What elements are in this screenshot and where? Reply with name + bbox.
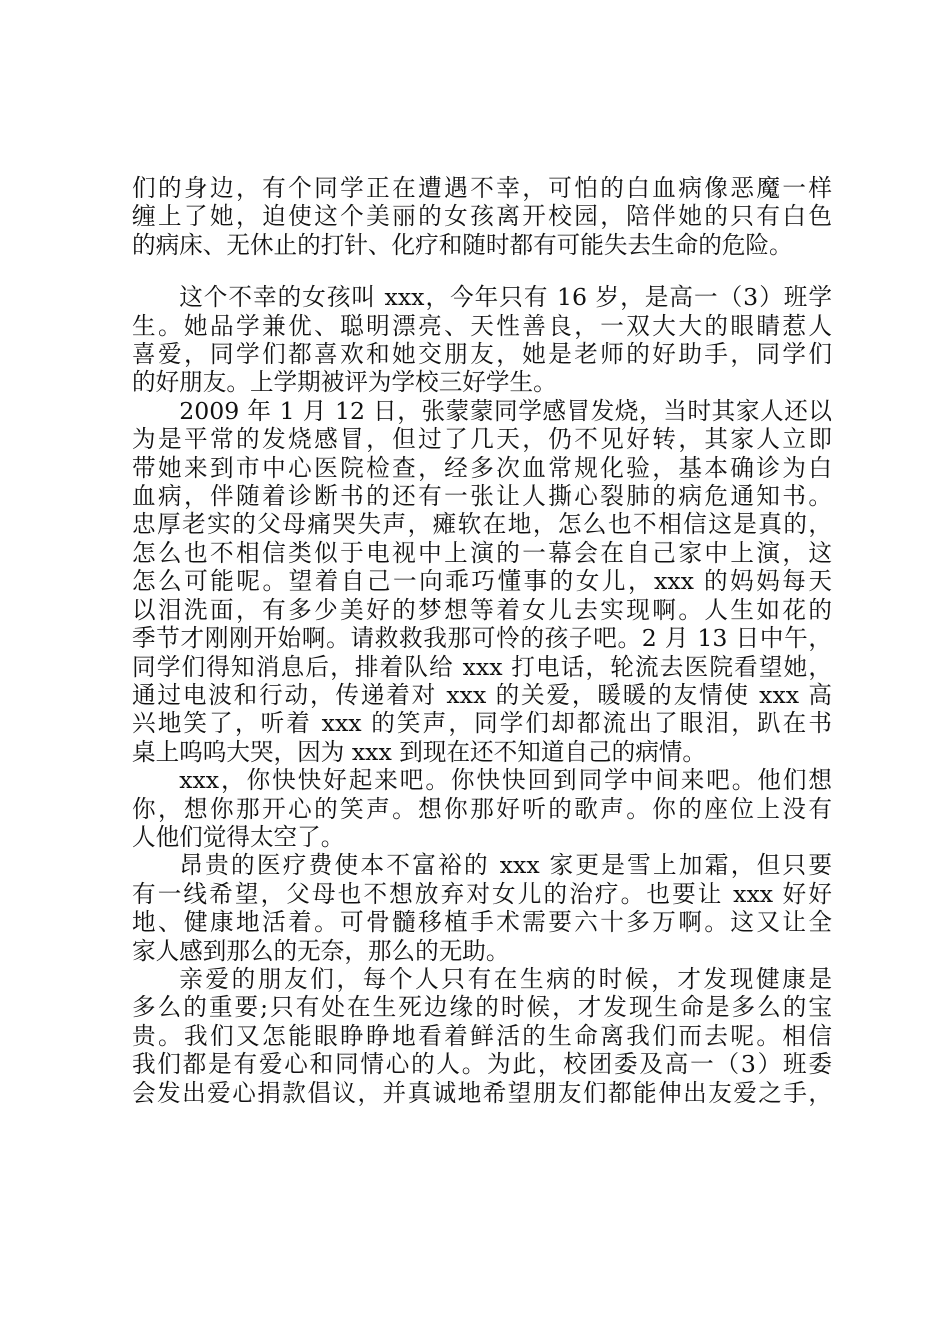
text-line: 贵。我们又怎能眼睁睁地看着鲜活的生命离我们而去呢。相信 — [132, 1021, 832, 1050]
text-line: 喜爱，同学们都喜欢和她交朋友，她是老师的好助手，同学们 — [132, 340, 832, 369]
text-line: 血病，伴随着诊断书的还有一张让人撕心裂肺的病危通知书。 — [132, 482, 832, 511]
text-line: 多么的重要;只有处在生死边缘的时候，才发现生命是多么的宝 — [132, 993, 832, 1022]
text-line: 家人感到那么的无奈，那么的无助。 — [132, 936, 510, 965]
text-line: 怎么可能呢。望着自己一向乖巧懂事的女儿，xxx 的妈妈每天 — [132, 567, 832, 596]
text-line: 同学们得知消息后，排着队给 xxx 打电话，轮流去医院看望她， — [132, 652, 832, 681]
text-line: 亲爱的朋友们，每个人只有在生病的时候，才发现健康是 — [179, 964, 832, 993]
text-line: 桌上呜呜大哭，因为 xxx 到现在还不知道自己的病情。 — [132, 737, 706, 766]
text-line: 带她来到市中心医院检查，经多次血常规化验，基本确诊为白 — [132, 453, 832, 482]
text-line: xxx，你快快好起来吧。你快快回到同学中间来吧。他们想 — [179, 766, 832, 795]
text-line: 人他们觉得太空了。 — [132, 822, 345, 851]
paragraph-1 — [132, 174, 832, 259]
text-line: 这个不幸的女孩叫 xxx，今年只有 16 岁，是高一（3）班学 — [179, 283, 832, 312]
text-line: 缠上了她，迫使这个美丽的女孩离开校园，陪伴她的只有白色 — [132, 202, 832, 231]
paragraph-3 — [132, 397, 832, 766]
paragraph-5 — [132, 851, 832, 965]
paragraph-4 — [132, 766, 832, 851]
document-page — [132, 174, 832, 1107]
text-line: 会发出爱心捐款倡议，并真诚地希望朋友们都能伸出友爱之手， — [132, 1078, 832, 1107]
text-line: 季节才刚刚开始啊。请救救我那可怜的孩子吧。2 月 13 日中午， — [132, 624, 832, 653]
text-line: 通过电波和行动，传递着对 xxx 的关爱，暖暖的友情使 xxx 高 — [132, 680, 832, 709]
text-line: 昂贵的医疗费使本不富裕的 xxx 家更是雪上加霜，但只要 — [179, 851, 832, 880]
text-line: 的病床、无休止的打针、化疗和随时都有可能失去生命的危险。 — [132, 230, 793, 259]
text-line: 兴地笑了，听着 xxx 的笑声，同学们却都流出了眼泪，趴在书 — [132, 709, 832, 738]
paragraph-6 — [132, 965, 832, 1107]
text-line: 我们都是有爱心和同情心的人。为此，校团委及高一（3）班委 — [132, 1050, 832, 1079]
text-line: 忠厚老实的父母痛哭失声，瘫软在地，怎么也不相信这是真的， — [132, 510, 832, 539]
text-line: 为是平常的发烧感冒，但过了几天，仍不见好转，其家人立即 — [132, 425, 832, 454]
text-line: 的好朋友。上学期被评为学校三好学生。 — [132, 368, 557, 397]
text-line: 2009 年 1 月 12 日，张蒙蒙同学感冒发烧，当时其家人还以 — [179, 396, 832, 425]
paragraph-2 — [132, 283, 832, 397]
text-line: 以泪洗面，有多少美好的梦想等着女儿去实现啊。人生如花的 — [132, 595, 832, 624]
text-line: 你，想你那开心的笑声。想你那好听的歌声。你的座位上没有 — [132, 794, 832, 823]
text-line: 生。她品学兼优、聪明漂亮、天性善良，一双大大的眼睛惹人 — [132, 311, 832, 340]
text-line: 怎么也不相信类似于电视中上演的一幕会在自己家中上演，这 — [132, 538, 832, 567]
text-line: 有一线希望，父母也不想放弃对女儿的治疗。也要让 xxx 好好 — [132, 879, 832, 908]
text-line: 地、健康地活着。可骨髓移植手术需要六十多万啊。这又让全 — [132, 908, 832, 937]
text-line: 们的身边，有个同学正在遭遇不幸，可怕的白血病像恶魔一样 — [132, 174, 832, 202]
